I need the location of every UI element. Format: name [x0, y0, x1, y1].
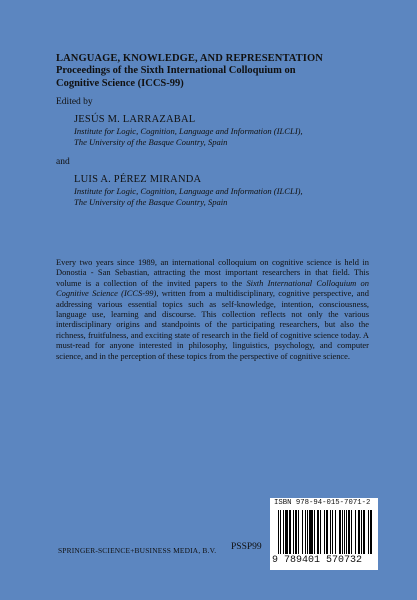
editor-name: LUIS A. PÉREZ MIRANDA: [74, 174, 202, 185]
editor-affiliation-line-2: The University of the Basque Country, Spain: [74, 197, 228, 207]
editor-affiliation-line-1: Institute for Logic, Cognition, Language and Information (ILCLI),: [74, 186, 303, 196]
barcode-bars: [278, 510, 372, 554]
series-title: LANGUAGE, KNOWLEDGE, AND REPRESENTATION: [56, 53, 323, 64]
blurb-text-1: Every two years since 1989, an international colloquium on cognitive science is held in Donostia - San Sebastian, attracting the most important researchers in that field. This volume is a collection of the invited papers to the: [56, 257, 369, 288]
back-cover-blurb: [56, 257, 369, 361]
edited-by-label: Edited by: [56, 97, 93, 107]
editor-1: [56, 113, 386, 148]
subtitle-line-2: Cognitive Science (ICCS-99): [56, 77, 184, 89]
publisher-name: SPRINGER-SCIENCE+BUSINESS MEDIA, B.V.: [58, 546, 217, 555]
blurb-text-2: , written from a multidisciplinary, cognitive perspective, and addressing various essential topics such as self-knowledge, intention, consciousness, language use, learning and discourse. This collection reflects not only the various interdisciplinary origins and standpoints of the participating researchers, but also the richness, fruitfulness, and exciting state of research in the field of cognitive science today. A must-read for anyone interested in philosophy, linguistics, psychology, and computer science, and in the perception of these topics from the perspective of cognitive science.: [56, 288, 369, 361]
editor-2: [56, 173, 386, 208]
catalog-code: PSSP99: [231, 542, 262, 552]
editor-affiliation-line-1: Institute for Logic, Cognition, Language and Information (ILCLI),: [74, 126, 303, 136]
blurb-italic-title: Sixth International Colloquium on Cognitive Science (ICCS-99): [56, 277, 369, 299]
isbn-label: ISBN 978-94-015-7071-2: [274, 499, 371, 507]
subtitle-line-1: Proceedings of the Sixth International Colloquium on: [56, 65, 296, 76]
editor-affiliation-line-2: The University of the Basque Country, Spain: [74, 137, 228, 147]
editor-name: JESÚS M. LARRAZABAL: [74, 114, 196, 125]
and-label: and: [56, 157, 70, 167]
title-block: [56, 52, 386, 208]
barcode-box: [270, 498, 378, 570]
barcode-number: 9 789401 570732: [272, 555, 363, 566]
